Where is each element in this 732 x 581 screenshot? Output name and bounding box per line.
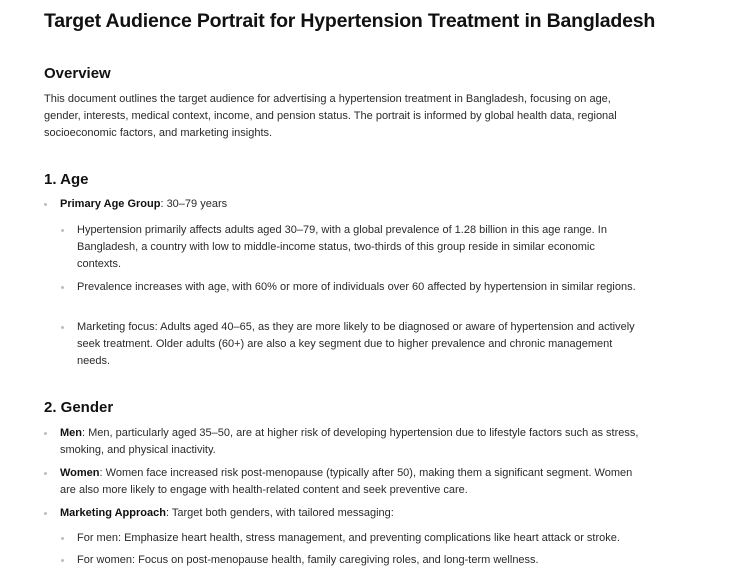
gender-approach-label: Marketing Approach [60, 507, 166, 519]
gender-men-text: : Men, particularly aged 35–50, are at higher risk of developing hypertension due to lifestyle factors such as stress, smoking, and physical inactivity. [60, 427, 639, 456]
bullet-dot [44, 472, 47, 475]
bullet-dot [61, 537, 64, 540]
bullet-dot [61, 286, 64, 289]
gender-women-item [60, 465, 650, 499]
age-sub-item: Hypertension primarily affects adults aged 30–79, with a global prevalence of 1.28 billion in this age range. In Bangladesh, a country with low to middle-income status, two-thirds of this group reside in similar economic contexts. [77, 224, 607, 270]
gender-men-label: Men [60, 427, 82, 439]
bullet-dot [44, 432, 47, 435]
age-primary-label: Primary Age Group [60, 198, 161, 210]
bullet-dot [61, 229, 64, 232]
document-title: Target Audience Portrait for Hypertension Treatment in Bangladesh [44, 10, 656, 32]
age-sub-item: Marketing focus: Adults aged 40–65, as they are more likely to be diagnosed or aware of hypertension and actively seek treatment. Older adults (60+) are also a key segment due to higher prevalence and chronic management needs. [77, 321, 635, 367]
gender-heading: 2. Gender [44, 399, 114, 416]
gender-approach-text: : Target both genders, with tailored messaging: [165, 507, 394, 519]
age-heading: 1. Age [44, 171, 89, 188]
overview-heading: Overview [44, 65, 111, 82]
bullet-dot [44, 512, 47, 515]
gender-sub-item: For women: Focus on post-menopause health, family caregiving roles, and long-term wellness. [77, 554, 539, 566]
gender-approach-item [60, 505, 650, 522]
gender-women-label: Women [60, 467, 100, 479]
gender-men-item [60, 425, 650, 459]
age-primary-item [60, 196, 650, 213]
age-sub-item: Prevalence increases with age, with 60% or more of individuals over 60 affected by hypertension in similar regions. [77, 281, 636, 293]
bullet-dot [44, 203, 47, 206]
gender-women-text: : Women face increased risk post-menopause (typically after 50), making them a significant segment. Women are also more likely to engage with health-related content and seek preventive care. [60, 467, 633, 496]
age-primary-value: : 30–79 years [160, 198, 228, 210]
gender-sub-item: For men: Emphasize heart health, stress management, and preventing complications like heart attack or stroke. [77, 532, 620, 544]
bullet-dot [61, 326, 64, 329]
bullet-dot [61, 559, 64, 562]
overview-paragraph: This document outlines the target audience for advertising a hypertension treatment in Bangladesh, focusing on age, gender, interests, medical context, income, and pension status. The portrait is informed by global health data, regional socioeconomic factors, and marketing insights. [44, 93, 617, 139]
